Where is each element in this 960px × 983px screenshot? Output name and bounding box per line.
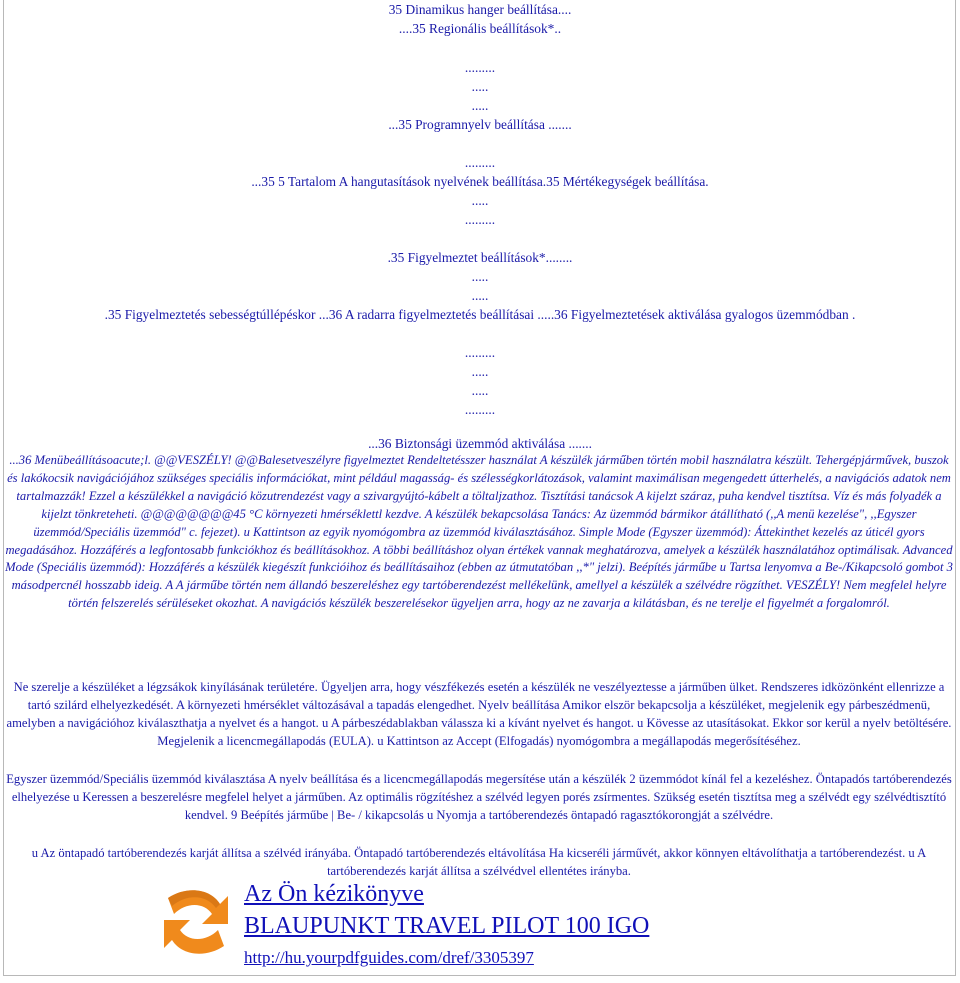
footer-links (244, 878, 649, 970)
toc-line: ......... (464, 212, 496, 227)
toc-line: .35 Figyelmeztetés sebességtúllépéskor ...36 A radarra figyelmeztetés beállításai .....36 Figyelmeztetések aktiválása gyalogos üzemmódban . (104, 307, 856, 322)
toc-line: ..... (471, 269, 489, 284)
product-link[interactable]: BLAUPUNKT TRAVEL PILOT 100 IGO (244, 913, 650, 939)
body-paragraph-removal: u Az öntapadó tartóberendezés karját állítsa a szélvéd irányába. Öntapadó tartóberendezés eltávolítása Ha kicseréli járművét, akkor könnyen eltávolíthatja a tartóberendezést. u A tartóberendezés karját állítsa a szélvédvel ellentétes irányba. (31, 846, 927, 878)
toc-line: .35 Figyelmeztet beállítások*........ (387, 250, 573, 265)
toc-line: ..... (471, 383, 489, 398)
toc-line: ..... (471, 193, 489, 208)
toc-line: ......... (464, 155, 496, 170)
toc-line: ...35 5 Tartalom A hangutasítások nyelvének beállítása.35 Mértékegységek beállítása. (251, 174, 709, 189)
body-paragraph-mode-select: Egyszer üzemmód/Speciális üzemmód kiválasztása A nyelv beállítása és a licencmegállapodás megersítése után a készülék 2 üzemmódot kínál fel a kezeléshez. Öntapadós tartóberendezés elhelyezése u Keressen a beszerelésre megfelel helyet a járműben. Az optimális rögzítéshez a szélvéd legyen porés zsírmentes. Szükség esetén tisztítsa meg a szélvédt egy szélvédtisztító kendvel. 9 Beépítés járműbe | Be- / kikapcsolás u Nyomja a tartóberendezés öntapadó ragasztókorongját a szélvédre. (6, 772, 952, 822)
toc-line: ...36 Biztonsági üzemmód aktiválása ....... (368, 436, 592, 451)
toc-line: ....35 Regionális beállítások*.. (398, 21, 562, 36)
toc-line: ...35 Programnyelv beállítása ....... (388, 117, 572, 132)
body-paragraph-intro: ...36 Menübeállításoacute;l. @@VESZÉLY! @@Balesetveszélyre figyelmeztet Rendeltetésszer használat A készülék járműben történ mobil használatra készült. Tehergépjárművek, buszok és lakókocsik navigációjához szükséges speciális információkat, mint például magasság- és szélességkorlátozások, valamint maximálisan megengedett útterhelés, a navigációs adatok nem tartalmazzák! Ezzel a készülékkel a navigáció közutrendezést vagy a szivargyújtó-kábelt a töltaljzathoz. Tisztítási tanácsok A kijelzt száraz, puha kendvel tisztítsa. Víz és más folyadék a kijelzt tönkreteheti. @@@@@@@@45 °C környezeti hmérséklettl kezdve. A készülék bekapcsolása Tanács: Az üzemmód bármikor átállítható (,,A menü kezelése", ,,Egyszer üzemmód/Speciális üzemmód" c. fejezet). u Kattintson az egyik nyomógombra az üzemmód kiválasztásához. Simple Mode (Egyszer üzemmód): Áttekinthet kezelés az úticél gyors megadásához. Hozzáférés a legfontosabb funkciókhoz és beállításokhoz. A többi beállításhoz olyan értékek vannak meghatározva, amelyek a készülék használatához optimálisak. Advanced Mode (Speciális üzemmód): Hozzáférés a készülék kiegészít funkcióihoz és beállításaihoz (ebben az útmutatóban ,,*" jelzi). Beépítés járműbe u Tartsa lenyomva a Be-/Kikapcsoló gombot 3 másodpercnél hosszabb ideig. A A járműbe történ nem állandó beszereléshez egy tartóberendezést mellékelünk, amellyel a készülék a szélvédre rögzíthet. VESZÉLY! Nem megfelel helyre történ felszerelés sérüléseket okozhat. A navigációs készülék beszerelésekor ügyeljen arra, hogy az ne zavarja a kilátásban, és ne terelje el figyelmét a forgalomról. (5, 453, 953, 611)
manual-link[interactable]: Az Ön kézikönyve (244, 881, 424, 907)
toc-line: ..... (471, 288, 489, 303)
toc-line: ..... (471, 364, 489, 379)
toc-line: ......... (464, 60, 496, 75)
toc-line: ......... (464, 402, 496, 417)
toc-line: ......... (464, 345, 496, 360)
url-link[interactable]: http://hu.yourpdfguides.com/dref/3305397 (244, 948, 534, 967)
toc-line: 35 Dinamikus hanger beállítása.... (388, 2, 572, 17)
toc-line: ..... (471, 98, 489, 113)
toc-line: ..... (471, 79, 489, 94)
body-paragraph-mounting: Ne szerelje a készüléket a légzsákok kinyílásának területére. Ügyeljen arra, hogy vészfékezés esetén a készülék ne veszélyeztesse a járműben ülket. Rendszeres idközönként ellenrizze a tartó szilárd elhelyezkedését. A környezeti hmérséklet változásával a tapadás elengedhet. Nyelv beállítása Amikor elször bekapcsolja a készüléket, megjelenik egy párbeszédmenü, amelyben a navigációhoz kiválaszthatja a nyelvet és a hangot. u A párbeszédablakban válassza ki a kívánt nyelvet és hangot. u Kövesse az utasításokat. Ekkor sor kerül a nyelv betöltésére. Megjelenik a licencmegállapodás (EULA). u Kattintson az Accept (Elfogadás) nyomógombra a megállapodás megerősítéséhez. (6, 680, 952, 748)
pdfguides-arrow-logo-icon (158, 884, 234, 960)
